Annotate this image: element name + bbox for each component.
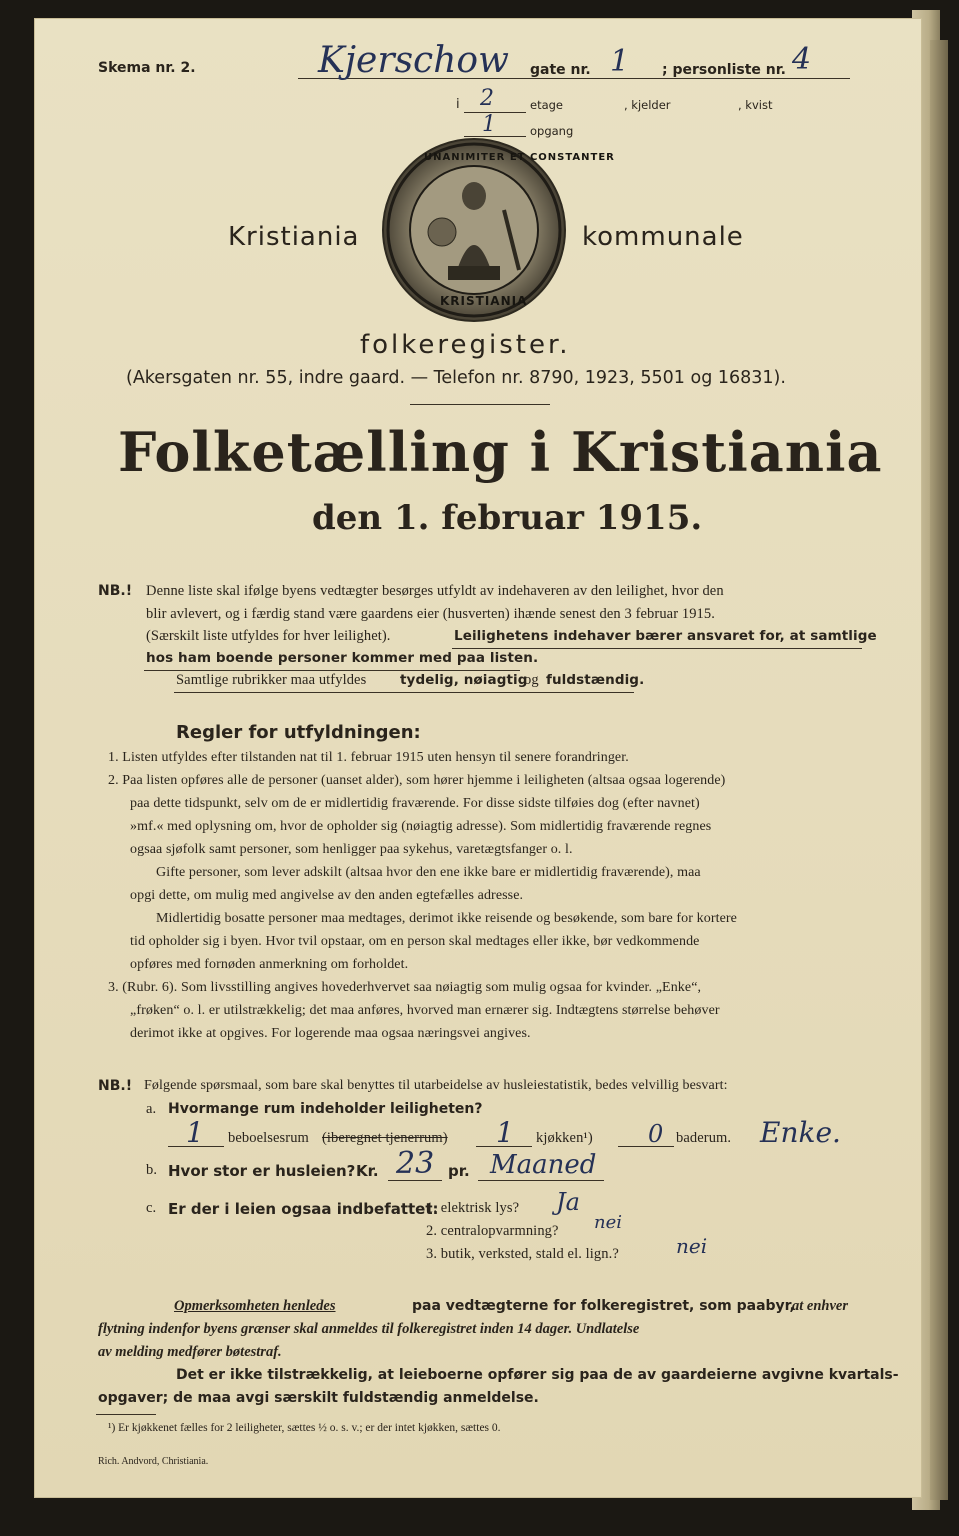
kr-label: Kr. [356, 1162, 379, 1180]
page-edge-shadow [930, 40, 948, 1500]
notice-line-1-end: at enhver [792, 1298, 848, 1314]
rules-heading: Regler for utfyldningen: [176, 722, 421, 743]
nb1-underline-3 [174, 692, 634, 693]
office-right: kommunale [582, 222, 744, 252]
kitchen-label: kjøkken¹) [536, 1130, 593, 1146]
office-address: (Akersgaten nr. 55, indre gaard. — Telefon nr. 8790, 1923, 5501 og 16831). [126, 368, 786, 388]
gate-number-handwritten: 1 [610, 44, 630, 79]
notice-line-4: Det er ikke tilstrækkelig, at leieboerne opfører sig paa de av gaardeierne avgivne kvartals- [176, 1367, 899, 1383]
nb1-line-3a: (Særskilt liste utfyldes for hver leilighet). [146, 628, 391, 644]
notice-line-2: flytning indenfor byens grænser skal anmeldes til folkeregistret inden 14 dager. Undlatelse [98, 1321, 640, 1337]
kjelder-label: , kjelder [624, 98, 671, 112]
question-b-label: b. [146, 1162, 158, 1178]
notice-line-5: opgaver; de maa avgi særskilt fuldstændig anmeldelse. [98, 1390, 539, 1406]
nb1-line-5b: tydelig, nøiagtig [400, 672, 528, 688]
rooms-handwritten: 1 [186, 1116, 204, 1149]
central-heating-label: 2. centralopvarmning? [426, 1223, 559, 1239]
i-label: i [456, 97, 460, 112]
opgang-handwritten: 1 [482, 112, 496, 137]
street-name-handwritten: Kjerschow [318, 40, 509, 81]
rule-line-4: »mf.« med oplysning om, hvor de opholder sig (nøiagtig adresse). Som midlertidig fraværende regnes [130, 819, 712, 834]
seal-city: KRISTIANIA [440, 294, 528, 308]
servant-rooms-struck: (iberegnet tjenerrum) [322, 1130, 448, 1146]
central-heating-handwritten: nei [594, 1212, 623, 1233]
nb1-line-4: hos ham boende personer kommer med paa listen. [146, 650, 539, 666]
electric-light-handwritten: Ja [556, 1188, 580, 1216]
rooms-label: beboelsesrum [228, 1130, 309, 1146]
rule-line-11: 3. (Rubr. 6). Som livsstilling angives hovederhvervet saa nøiagtig som mulig ogsaa for kvinder. „Enke“, [108, 980, 702, 995]
rule-line-6: Gifte personer, som lever adskilt (altsaa hvor den ene ikke bare er midlertidig fraværende), maa [156, 865, 701, 880]
personliste-number-handwritten: 4 [792, 42, 812, 77]
printer-credit: Rich. Andvord, Christiania. [98, 1456, 209, 1467]
kvist-label: , kvist [738, 98, 773, 112]
page-subtitle: den 1. februar 1915. [312, 498, 703, 538]
bath-label: baderum. [676, 1130, 732, 1146]
question-a: Hvormange rum indeholder leiligheten? [168, 1101, 483, 1117]
electric-light-label: 1. elektrisk lys? [426, 1200, 520, 1216]
etage-label: etage [530, 98, 564, 112]
nb1-line-3b: Leilighetens indehaver bærer ansvaret for, at samtlige [454, 628, 877, 644]
nb2-intro: Følgende spørsmaal, som bare skal benyttes til utarbeidelse av husleiestatistik, bedes velvillig besvart: [144, 1078, 728, 1093]
nb1-line-2: blir avlevert, og i færdig stand være gaardens eier (husverten) ihænde senest den 3 februar 1915. [146, 606, 715, 622]
nb1-underline-2 [144, 670, 520, 671]
rule-line-8: Midlertidig bosatte personer maa medtages, derimot ikke reisende og besøkende, som bare for kortere [156, 911, 737, 926]
question-c-label: c. [146, 1200, 157, 1216]
footnote: ¹) Er kjøkkenet fælles for 2 leiligheter, sættes ½ o. s. v.; er der intet kjøkken, sættes 0. [108, 1422, 501, 1434]
question-c: Er der i leien ogsaa indbefattet: [168, 1200, 439, 1218]
question-a-label: a. [146, 1101, 157, 1117]
nb1-line-5a: Samtlige rubrikker maa utfyldes [176, 672, 367, 688]
period-line [478, 1180, 604, 1181]
bath-line [618, 1146, 674, 1147]
rent-handwritten: 23 [396, 1146, 435, 1181]
rule-line-7: opgi dette, om mulig med angivelse av den anden egtefælles adresse. [130, 888, 524, 903]
seal-motto: UNANIMITER ET CONSTANTER [424, 152, 615, 163]
city-seal [382, 138, 615, 322]
rule-line-12: „frøken“ o. l. er utilstrækkelig; det maa anføres, hvorved man ernærer sig. Indtægtens størrelse behøver [130, 1003, 720, 1018]
nb1-underline-1 [452, 648, 862, 649]
office-left: Kristiania [228, 222, 360, 252]
rule-line-13: derimot ikke at opgives. For logerende maa ogsaa næringsvei angives. [130, 1026, 531, 1041]
rule-line-1: 1. Listen utfyldes efter tilstanden nat til 1. februar 1915 uten hensyn til senere forandringer. [108, 750, 629, 765]
seal-emblem-icon [384, 140, 564, 320]
shop-handwritten: nei [676, 1234, 708, 1258]
rule-line-3: paa dette tidspunkt, selv om de er midlertidig fraværende. For disse sidste tilføies dog (efter navnet) [130, 796, 700, 811]
marital-note-handwritten: Enke. [760, 1116, 841, 1149]
etage-handwritten: 2 [480, 86, 494, 111]
per-label: pr. [448, 1162, 470, 1180]
nb1-line-5c: og [524, 672, 539, 688]
question-b: Hvor stor er husleien? [168, 1162, 356, 1180]
nb1-line-1: Denne liste skal ifølge byens vedtægter besørges utfyldt av indehaveren av den leilighet, hvor den [146, 583, 724, 599]
schema-number: Skema nr. 2. [98, 60, 196, 76]
shop-label: 3. butik, verksted, stald el. lign.? [426, 1246, 619, 1262]
notice-line-1: paa vedtægterne for folkeregistret, som paabyr, [412, 1298, 795, 1314]
bath-handwritten: 0 [648, 1120, 664, 1148]
page-title: Folketælling i Kristiania [118, 420, 883, 484]
divider [410, 404, 550, 405]
nb1-line-5d: fuldstændig. [546, 672, 645, 688]
rule-line-9: tid opholder sig i byen. Hvor tvil opstaar, om en person skal medtages eller ikke, bør vedkommende [130, 934, 700, 949]
notice-emphasis: Opmerksomheten henledes [174, 1298, 336, 1314]
kitchen-handwritten: 1 [496, 1116, 514, 1149]
personliste-label: ; personliste nr. [662, 62, 786, 78]
footnote-divider [96, 1414, 156, 1415]
notice-line-3: av melding medfører bøtestraf. [98, 1344, 282, 1360]
nb2-label: NB.! [98, 1078, 133, 1094]
rule-line-2: 2. Paa listen opføres alle de personer (uanset alder), som hører hjemme i leiligheten (altsaa ogsaa logerende) [108, 773, 726, 788]
opgang-label: opgang [530, 124, 574, 138]
rule-line-10: opføres med fornøden anmerkning om forholdet. [130, 957, 409, 972]
period-handwritten: Maaned [490, 1150, 597, 1180]
nb1-label: NB.! [98, 583, 133, 599]
gate-label: gate nr. [530, 62, 591, 78]
rule-line-5: ogsaa sjøfolk samt personer, som henligger paa sykehus, varetægtsfanger o. l. [130, 842, 573, 857]
folkeregister-label: folkeregister. [360, 330, 571, 360]
